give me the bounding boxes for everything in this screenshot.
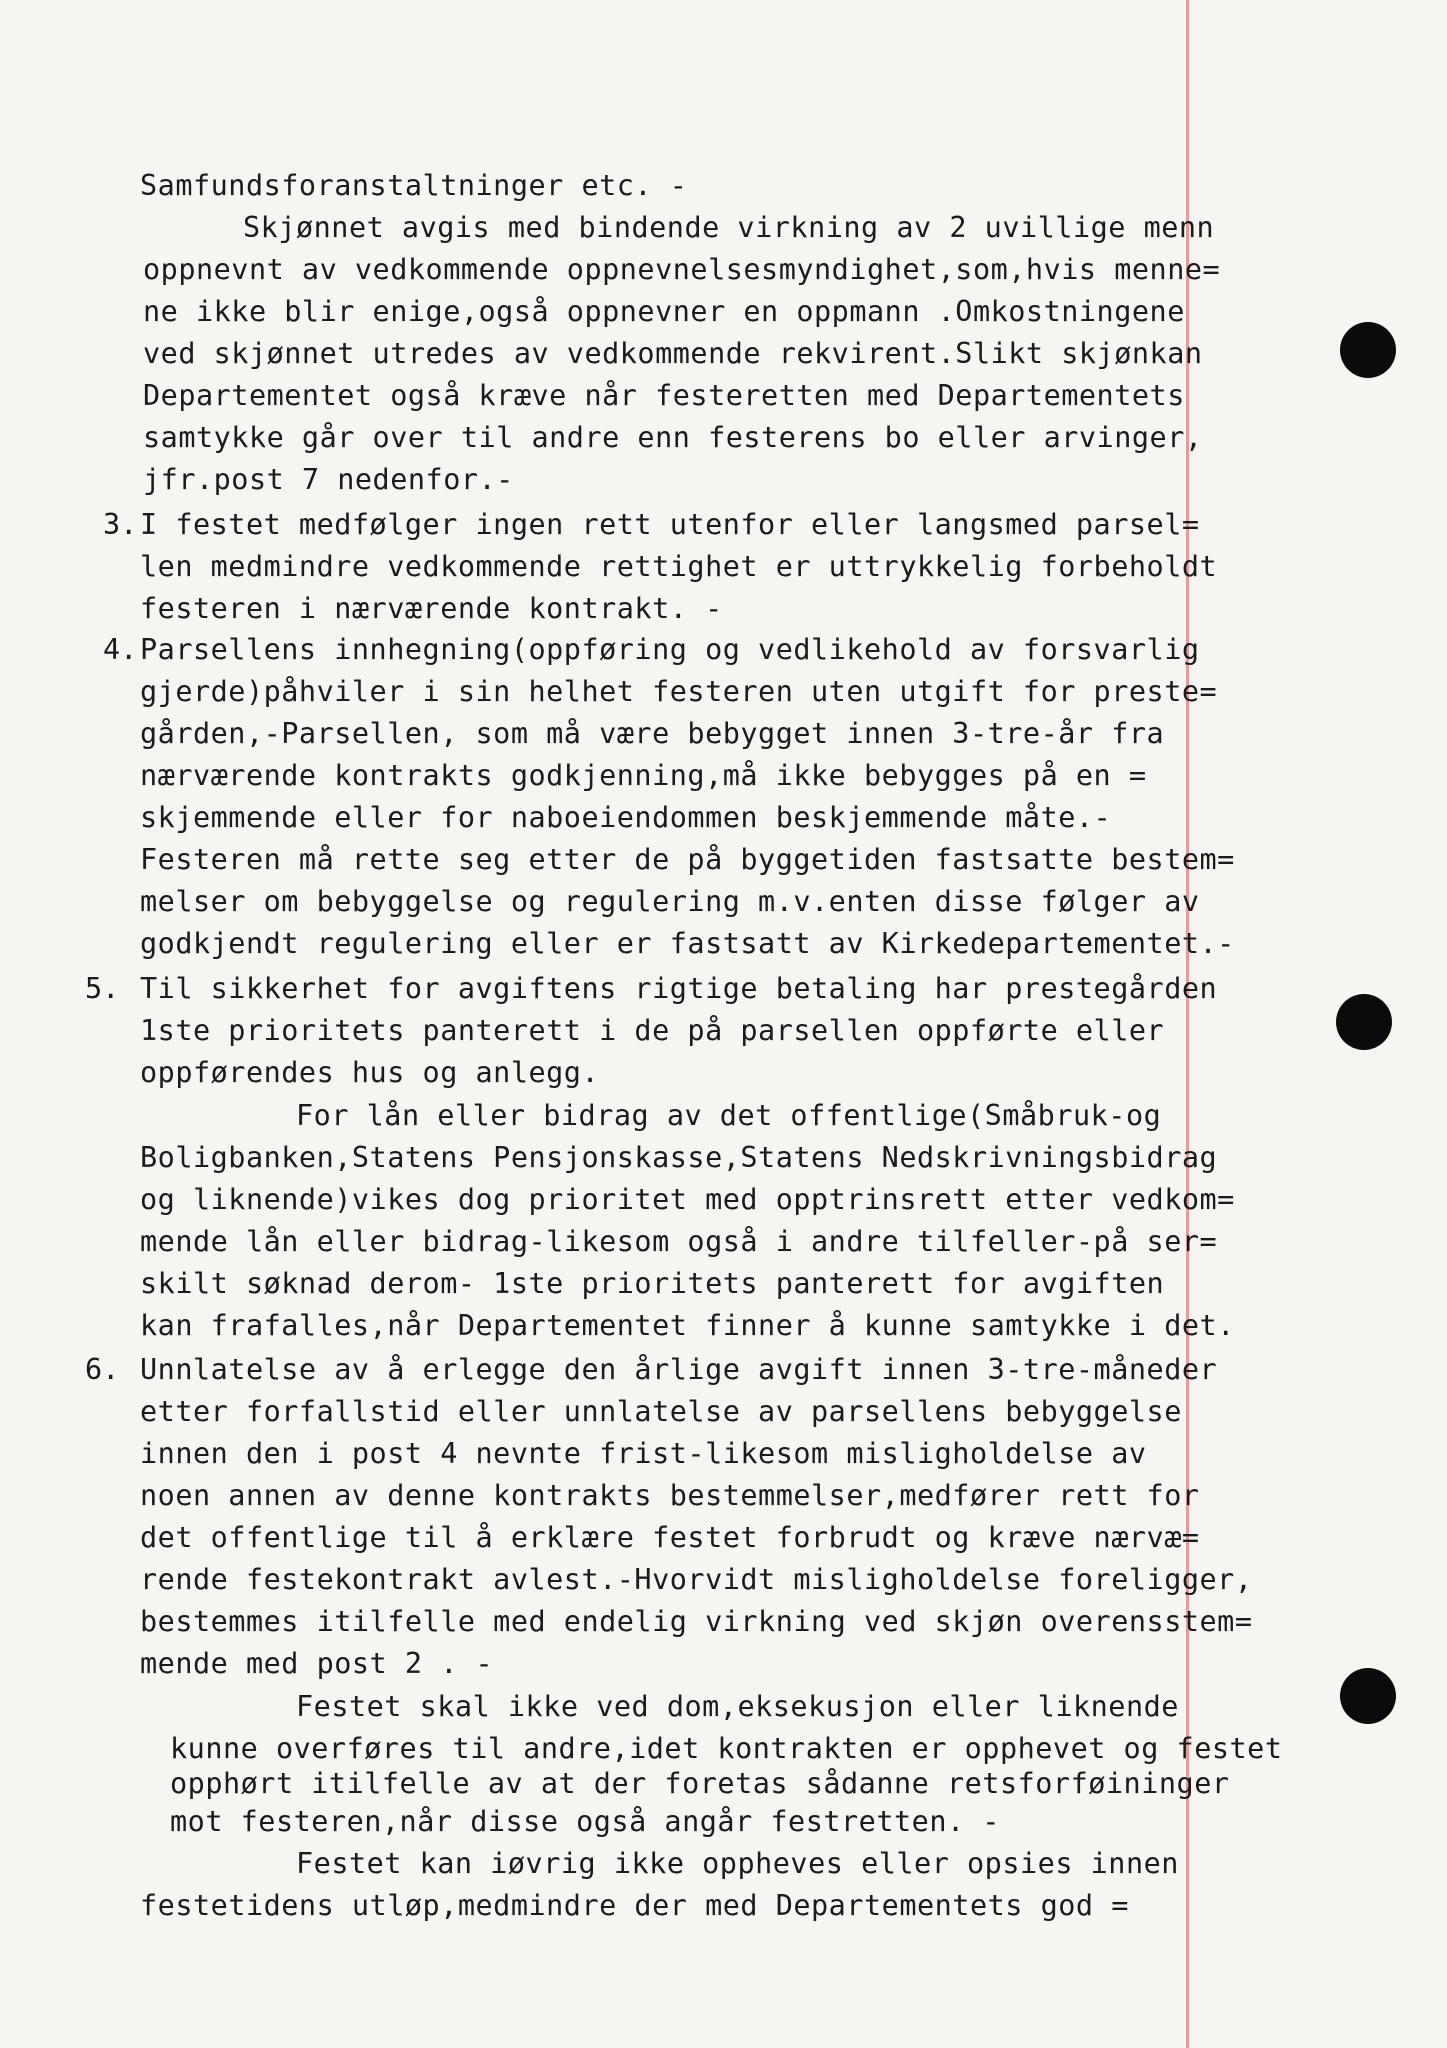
text-line: kunne overføres til andre,idet kontrakten er opphevet og festet: [170, 1732, 1283, 1765]
item-number-6: 6.: [85, 1353, 120, 1386]
text-line: jfr.post 7 nedenfor.-: [143, 463, 514, 496]
text-line: mende lån eller bidrag-likesom også i andre tilfeller-på ser=: [140, 1225, 1218, 1258]
text-line: Festeren må rette seg etter de på byggetiden fastsatte bestem=: [140, 843, 1235, 876]
text-line: Samfundsforanstaltninger etc. -: [140, 169, 688, 202]
punch-hole-bottom: [1340, 1668, 1396, 1724]
text-line: Festet kan iøvrig ikke oppheves eller opsies innen: [296, 1847, 1179, 1880]
item-number-3: 3.: [103, 508, 138, 541]
text-line: godkjendt regulering eller er fastsatt av Kirkedepartementet.-: [140, 927, 1235, 960]
text-line: festetidens utløp,medmindre der med Departementets god =: [140, 1889, 1129, 1922]
text-line: Unnlatelse av å erlegge den årlige avgift innen 3-tre-måneder: [140, 1353, 1218, 1386]
text-line: Skjønnet avgis med bindende virkning av 2 uvillige menn: [243, 211, 1215, 244]
text-line: ved skjønnet utredes av vedkommende rekvirent.Slikt skjønkan: [143, 337, 1203, 370]
text-line: mende med post 2 . -: [140, 1647, 494, 1680]
text-line: I festet medfølger ingen rett utenfor eller langsmed parsel=: [140, 508, 1200, 541]
punch-hole-top: [1340, 322, 1396, 378]
text-line: 1ste prioritets panterett i de på parsellen oppførte eller: [140, 1014, 1165, 1047]
text-line: oppnevnt av vedkommende oppnevnelsesmyndighet,som,hvis menne=: [143, 253, 1221, 286]
text-line: gjerde)påhviler i sin helhet festeren uten utgift for preste=: [140, 675, 1218, 708]
text-line: nærværende kontrakts godkjenning,må ikke bebygges på en =: [140, 759, 1147, 792]
text-line: gården,-Parsellen, som må være bebygget innen 3-tre-år fra: [140, 717, 1165, 750]
text-line: det offentlige til å erklære festet forbrudt og kræve nærvæ=: [140, 1521, 1200, 1554]
text-line: samtykke går over til andre enn festerens bo eller arvinger,: [143, 421, 1203, 454]
text-line: mot festeren,når disse også angår festretten. -: [170, 1805, 1000, 1838]
text-line: oppførendes hus og anlegg.: [140, 1056, 600, 1089]
item-number-5: 5.: [85, 972, 120, 1005]
text-line: kan frafalles,når Departementet finner å kunne samtykke i det.: [140, 1309, 1235, 1342]
text-line: Boligbanken,Statens Pensjonskasse,Statens Nedskrivningsbidrag: [140, 1141, 1218, 1174]
text-line: innen den i post 4 nevnte frist-likesom misligholdelse av: [140, 1437, 1147, 1470]
text-line: skilt søknad derom- 1ste prioritets panterett for avgiften: [140, 1267, 1165, 1300]
text-line: skjemmende eller for naboeiendommen beskjemmende måte.-: [140, 801, 1112, 834]
item-number-4: 4.: [103, 633, 138, 666]
text-line: Parsellens innhegning(oppføring og vedlikehold av forsvarlig: [140, 633, 1200, 666]
text-line: rende festekontrakt avlest.-Hvorvidt misligholdelse foreligger,: [140, 1563, 1253, 1596]
text-line: Departementet også kræve når festeretten med Departementets: [143, 379, 1185, 412]
text-line: For lån eller bidrag av det offentlige(Småbruk-og: [296, 1099, 1162, 1132]
text-line: Til sikkerhet for avgiftens rigtige betaling har prestegården: [140, 972, 1218, 1005]
text-line: festeren i nærværende kontrakt. -: [140, 592, 723, 625]
text-line: opphørt itilfelle av at der foretas sådanne retsforføininger: [170, 1767, 1230, 1800]
text-line: noen annen av denne kontrakts bestemmelser,medfører rett for: [140, 1479, 1200, 1512]
punch-hole-middle: [1336, 994, 1392, 1050]
text-line: bestemmes itilfelle med endelig virkning ved skjøn overensstem=: [140, 1605, 1253, 1638]
text-line: og liknende)vikes dog prioritet med opptrinsrett etter vedkom=: [140, 1183, 1235, 1216]
text-line: ne ikke blir enige,også oppnevner en oppmann .Omkostningene: [143, 295, 1185, 328]
text-line: Festet skal ikke ved dom,eksekusjon eller liknende: [296, 1690, 1179, 1723]
text-line: etter forfallstid eller unnlatelse av parsellens bebyggelse: [140, 1395, 1182, 1428]
text-line: melser om bebyggelse og regulering m.v.enten disse følger av: [140, 885, 1200, 918]
text-line: len medmindre vedkommende rettighet er uttrykkelig forbeholdt: [140, 550, 1218, 583]
